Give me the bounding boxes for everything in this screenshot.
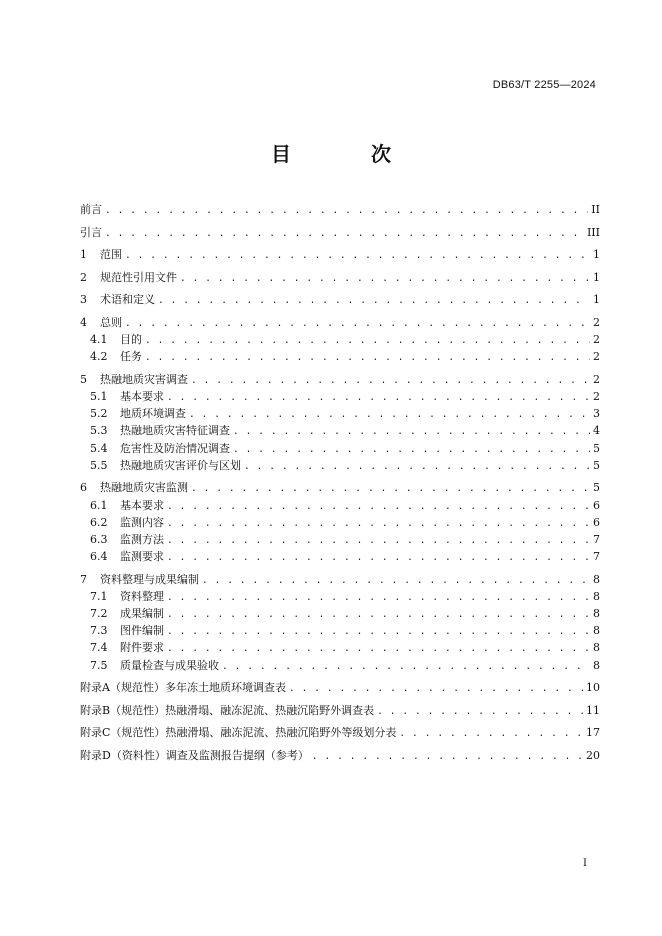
toc-entry[interactable] bbox=[80, 314, 600, 331]
toc-entry-number: 4.1 bbox=[90, 333, 108, 347]
toc-entry-page: 7 bbox=[593, 532, 600, 546]
toc-entry[interactable] bbox=[80, 605, 600, 622]
toc-entry[interactable] bbox=[80, 422, 600, 439]
toc-entry[interactable] bbox=[80, 224, 600, 241]
toc-entry-page: 8 bbox=[593, 572, 600, 586]
toc-entry-page: III bbox=[586, 225, 600, 239]
toc-entry-number: 4.2 bbox=[90, 350, 108, 364]
toc-leader-dots bbox=[167, 640, 590, 657]
toc-entry[interactable] bbox=[80, 388, 600, 405]
toc-entry-page: 5 bbox=[593, 458, 600, 472]
toc-appendix-tag: 附录B（规范性） bbox=[80, 703, 166, 717]
table-of-contents bbox=[80, 201, 600, 764]
standard-code: DB63/T 2255—2024 bbox=[492, 79, 596, 91]
toc-leader-dots bbox=[377, 703, 583, 720]
toc-entry[interactable] bbox=[80, 679, 600, 696]
toc-entry-label: 成果编制 bbox=[120, 607, 164, 621]
toc-entry-page: 2 bbox=[593, 350, 600, 364]
toc-entry-number: 5.5 bbox=[90, 458, 108, 472]
toc-entry-number: 7.2 bbox=[90, 607, 108, 621]
toc-entry-page: 1 bbox=[593, 248, 600, 262]
toc-entry-label: 监测方法 bbox=[120, 532, 164, 546]
toc-leader-dots bbox=[105, 202, 588, 219]
toc-entry-number: 2 bbox=[80, 270, 87, 284]
toc-entry-page: 5 bbox=[593, 441, 600, 455]
toc-entry[interactable] bbox=[80, 571, 600, 588]
toc-entry-label: 热融滑塌、融冻泥流、热融沉陷野外调查表 bbox=[165, 703, 375, 717]
toc-entry[interactable] bbox=[80, 657, 600, 674]
toc-entry-label: 目的 bbox=[120, 333, 142, 347]
toc-entry-number: 6 bbox=[80, 481, 87, 495]
toc-entry-label: 危害性及防治情况调查 bbox=[120, 441, 230, 455]
toc-appendix-tag: 附录D（资料性） bbox=[80, 748, 166, 762]
toc-entry-page: 6 bbox=[593, 498, 600, 512]
toc-entry-label: 质量检查与成果验收 bbox=[120, 658, 219, 672]
toc-entry-label: 引言 bbox=[80, 225, 102, 239]
toc-entry[interactable] bbox=[80, 201, 600, 218]
toc-leader-dots bbox=[312, 748, 583, 765]
toc-leader-dots bbox=[222, 658, 590, 675]
toc-entry[interactable] bbox=[80, 348, 600, 365]
toc-entry-label: 图件编制 bbox=[120, 624, 164, 638]
toc-leader-dots bbox=[167, 589, 590, 606]
toc-entry-number: 5.1 bbox=[90, 390, 108, 404]
toc-leader-dots bbox=[105, 225, 584, 242]
toc-entry-page: 20 bbox=[586, 748, 600, 762]
toc-entry-label: 监测要求 bbox=[120, 550, 164, 564]
toc-entry-label: 热融地质灾害评价与区划 bbox=[120, 458, 241, 472]
toc-leader-dots bbox=[167, 498, 590, 515]
toc-entry[interactable] bbox=[80, 291, 600, 308]
toc-entry-label: 热融滑塌、融冻泥流、热融沉陷野外等级划分表 bbox=[165, 726, 397, 740]
toc-entry-number: 6.2 bbox=[90, 515, 108, 529]
toc-entry-page: 8 bbox=[593, 658, 600, 672]
toc-entry-label: 地质环境调查 bbox=[120, 407, 186, 421]
toc-entry-label: 基本要求 bbox=[120, 498, 164, 512]
toc-entry-label: 调查及监测报告提纲（参考） bbox=[165, 748, 309, 762]
toc-entry-number: 4 bbox=[80, 315, 87, 329]
toc-entry-page: 17 bbox=[586, 726, 600, 740]
toc-entry[interactable] bbox=[80, 497, 600, 514]
toc-entry[interactable] bbox=[80, 405, 600, 422]
toc-entry-page: 1 bbox=[593, 270, 600, 284]
toc-entry-label: 热融地质灾害监测 bbox=[100, 481, 188, 495]
toc-entry[interactable] bbox=[80, 639, 600, 656]
toc-entry[interactable] bbox=[80, 702, 600, 719]
toc-entry-page: 7 bbox=[593, 550, 600, 564]
toc-entry-page: 2 bbox=[593, 333, 600, 347]
toc-leader-dots bbox=[158, 292, 590, 309]
toc-entry-label: 监测内容 bbox=[120, 515, 164, 529]
toc-entry-page: 6 bbox=[593, 515, 600, 529]
toc-entry-label: 基本要求 bbox=[120, 390, 164, 404]
toc-entry-label: 规范性引用文件 bbox=[100, 270, 177, 284]
toc-entry-number: 6.4 bbox=[90, 550, 108, 564]
toc-entry[interactable] bbox=[80, 724, 600, 741]
toc-entry-page: 2 bbox=[593, 390, 600, 404]
toc-entry-page: 1 bbox=[593, 293, 600, 307]
toc-entry-page: 8 bbox=[593, 589, 600, 603]
toc-entry[interactable] bbox=[80, 531, 600, 548]
toc-entry-number: 7.5 bbox=[90, 658, 108, 672]
toc-entry-page: II bbox=[591, 203, 600, 216]
toc-entry-page: 10 bbox=[586, 681, 600, 695]
toc-entry-page: 8 bbox=[593, 607, 600, 621]
toc-leader-dots bbox=[125, 247, 590, 264]
toc-entry-label: 热融地质灾害特征调查 bbox=[120, 424, 230, 438]
toc-entry[interactable] bbox=[80, 269, 600, 286]
toc-entry-label: 任务 bbox=[120, 350, 142, 364]
toc-leader-dots bbox=[167, 532, 590, 549]
toc-entry-page: 2 bbox=[593, 315, 600, 329]
toc-entry-number: 6.3 bbox=[90, 532, 108, 546]
toc-entry-number: 6.1 bbox=[90, 498, 108, 512]
toc-entry-number: 3 bbox=[80, 293, 87, 307]
toc-entry-number: 7.3 bbox=[90, 624, 108, 638]
toc-leader-dots bbox=[189, 406, 590, 423]
toc-entry-label: 多年冻土地质环境调查表 bbox=[164, 681, 286, 695]
toc-entry-page: 3 bbox=[593, 407, 600, 421]
page-title: 目 次 bbox=[271, 142, 421, 166]
toc-entry-page: 5 bbox=[593, 481, 600, 495]
toc-leader-dots bbox=[125, 315, 590, 332]
toc-leader-dots bbox=[167, 515, 590, 532]
toc-entry-number: 5.3 bbox=[90, 424, 108, 438]
toc-leader-dots bbox=[167, 623, 590, 640]
toc-entry-number: 1 bbox=[80, 248, 87, 262]
toc-leader-dots bbox=[145, 349, 590, 366]
toc-entry[interactable] bbox=[80, 371, 600, 388]
toc-entry[interactable] bbox=[80, 588, 600, 605]
toc-leader-dots bbox=[180, 270, 590, 287]
toc-entry-page: 8 bbox=[593, 641, 600, 655]
toc-leader-dots bbox=[167, 549, 590, 566]
toc-entry[interactable] bbox=[80, 514, 600, 531]
toc-entry-page: 11 bbox=[586, 703, 600, 717]
toc-entry[interactable] bbox=[80, 479, 600, 496]
toc-entry-label: 资料整理 bbox=[120, 589, 164, 603]
toc-entry-number: 7.1 bbox=[90, 589, 108, 603]
toc-leader-dots bbox=[399, 725, 583, 742]
toc-entry[interactable] bbox=[80, 246, 600, 263]
toc-entry-page: 8 bbox=[593, 624, 600, 638]
toc-entry-label: 总则 bbox=[100, 315, 122, 329]
toc-leader-dots bbox=[145, 332, 590, 349]
toc-leader-dots bbox=[202, 572, 590, 589]
toc-entry[interactable] bbox=[80, 548, 600, 565]
toc-leader-dots bbox=[233, 441, 590, 458]
toc-entry-page: 4 bbox=[593, 424, 600, 438]
page-number: I bbox=[583, 858, 587, 869]
toc-leader-dots bbox=[233, 423, 590, 440]
toc-leader-dots bbox=[191, 480, 590, 497]
toc-entry[interactable] bbox=[80, 747, 600, 764]
toc-leader-dots bbox=[191, 372, 590, 389]
toc-entry-label: 范围 bbox=[100, 248, 122, 262]
toc-leader-dots bbox=[289, 680, 583, 697]
toc-entry[interactable] bbox=[80, 440, 600, 457]
toc-entry-number: 5.4 bbox=[90, 441, 108, 455]
toc-entry-label: 资料整理与成果编制 bbox=[100, 572, 199, 586]
toc-entry-label: 前言 bbox=[80, 203, 102, 216]
toc-appendix-tag: 附录C（规范性） bbox=[80, 726, 166, 740]
toc-entry-number: 5.2 bbox=[90, 407, 108, 421]
toc-entry-label: 附件要求 bbox=[120, 641, 164, 655]
toc-leader-dots bbox=[244, 458, 590, 475]
toc-appendix-tag: 附录A（规范性） bbox=[80, 681, 165, 695]
toc-entry-number: 7 bbox=[80, 572, 87, 586]
toc-entry[interactable] bbox=[80, 622, 600, 639]
toc-entry-number: 7.4 bbox=[90, 641, 108, 655]
toc-leader-dots bbox=[167, 389, 590, 406]
toc-entry-label: 术语和定义 bbox=[100, 293, 155, 307]
toc-entry-page: 2 bbox=[593, 372, 600, 386]
toc-leader-dots bbox=[167, 606, 590, 623]
toc-entry[interactable] bbox=[80, 457, 600, 474]
toc-entry[interactable] bbox=[80, 331, 600, 348]
toc-entry-label: 热融地质灾害调查 bbox=[100, 372, 188, 386]
toc-entry-number: 5 bbox=[80, 372, 87, 386]
